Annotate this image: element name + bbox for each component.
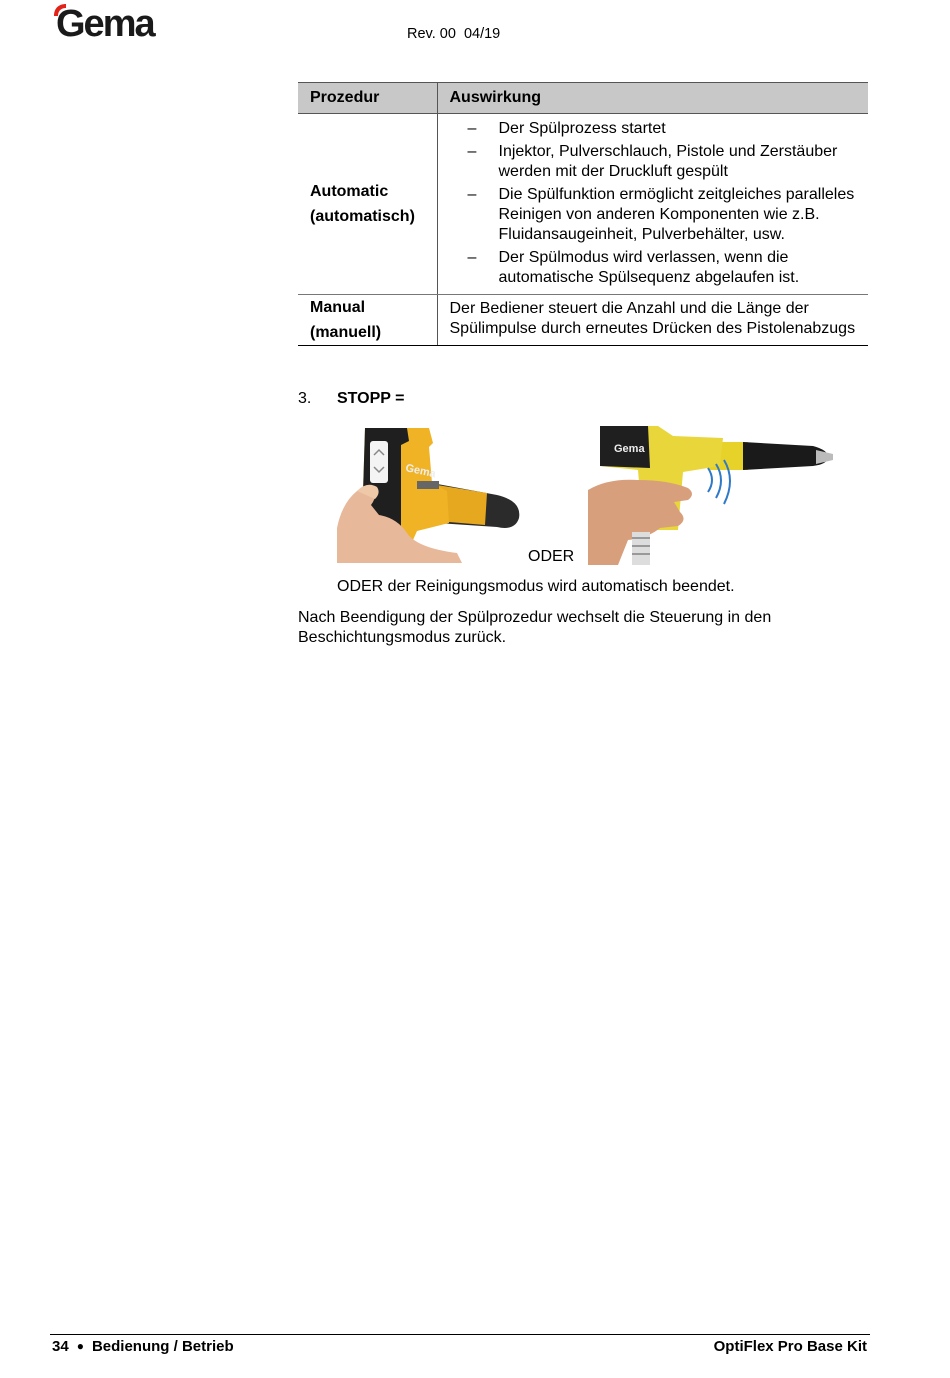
effect-cell [437, 114, 868, 295]
procedure-name: Automatic [310, 183, 389, 200]
logo-text: Gema [56, 3, 154, 45]
revision-label: Rev. 00 04/19 [407, 26, 501, 42]
procedure-name: Manual [310, 299, 366, 316]
or-label: ODER [528, 548, 575, 565]
dash-bullet: – [467, 143, 477, 160]
gun-logo-text: Gema [614, 443, 645, 455]
footer-product: OptiFlex Pro Base Kit [713, 1338, 867, 1355]
gema-logo [52, 2, 167, 44]
paragraph-end: Nach Beendigung der Spülprozedur wechselt die Steuerung in den Beschichtungsmodus zurück. [298, 609, 772, 646]
table-row [298, 295, 868, 346]
footer-left [52, 1338, 234, 1355]
effect-list [450, 119, 859, 288]
list-item: – Die Spülfunktion ermöglicht zeitgleiches paralleles Reinigen von anderen Komponenten wie z.B. Fluidansaugeinheit, Pulverbehälter, usw. [467, 186, 855, 243]
page-number: 34 [52, 1338, 69, 1355]
paragraph-or: ODER der Reinigungsmodus wird automatisch beendet. [337, 578, 735, 595]
procedure-cell [298, 114, 437, 295]
list-item: – Der Spülprozess startet [467, 120, 666, 137]
footer-divider [50, 1334, 870, 1335]
procedure-translation: (manuell) [310, 324, 382, 341]
procedure-translation: (automatisch) [310, 208, 415, 225]
bullet-icon: ● [76, 1339, 84, 1353]
footer-section: Bedienung / Betrieb [91, 1338, 234, 1355]
dash-bullet: – [467, 120, 477, 137]
list-item: – Injektor, Pulverschlauch, Pistole und Zerstäuber werden mit der Druckluft gespült [467, 143, 838, 180]
procedure-table [298, 82, 868, 346]
column-header-procedure: Prozedur [298, 83, 437, 114]
step-number: 3. [298, 390, 312, 407]
column-header-effect: Auswirkung [437, 83, 868, 114]
effect-cell: Der Bediener steuert die Anzahl und die Länge der Spülimpulse durch erneutes Drücken des Pistolenabzugs [437, 295, 868, 346]
dash-bullet: – [467, 186, 477, 203]
gun-logo-text: Gema [404, 462, 437, 481]
list-item: – Der Spülmodus wird verlassen, wenn die automatische Spülsequenz abgelaufen ist. [467, 249, 800, 286]
table-row [298, 114, 868, 295]
dash-bullet: – [467, 249, 477, 266]
gun-trigger-photo [588, 420, 838, 565]
table-header-row [298, 83, 868, 114]
gun-back-button-photo [337, 423, 522, 563]
procedure-cell [298, 295, 437, 346]
step-label: STOPP = [337, 390, 405, 407]
